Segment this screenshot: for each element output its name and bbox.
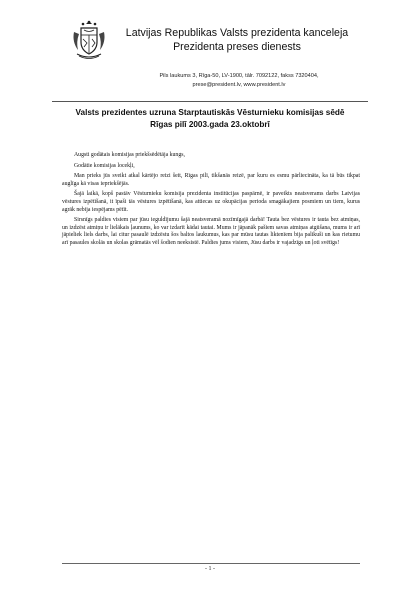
- letterhead: [112, 26, 362, 54]
- salutation-members: Godātie komisijas locekļi,: [74, 162, 135, 169]
- page-number: - 1 -: [205, 566, 215, 572]
- paragraph: Sirsnīgs paldies visiem par jūsu ieguldījumu šajā neatsveramā nozīmīgajā darbā! Tauta bez vēstures ir tauta bez atmiņas, un izdzēst atmiņu ir lielākais ļaunums, ko var izdarīt kādai tautai. Mums ir jāpanāk pašiem savas atmiņas atgūšana, mums ir arī jāpieliek liels darbs, lai citur pasaulē izdzēstu šos baltos laukumus, kas par mūsu tautas liktenīem bija palikuši un kas rietumu arī pasaules skolās un skolas grāmatās vēl šodien neeksistē. Paldies jums visiem, Jūsu darbs ir vajadzīgs un ļoti svētīgs!: [62, 217, 360, 246]
- title-line-2: Rīgas pilī 2003.gada 23.oktobrī: [150, 120, 270, 129]
- title-line-1: Valsts prezidentes uzruna Starptautiskās Vēsturnieku komisijas sēdē: [75, 108, 345, 117]
- document-title: [40, 107, 380, 131]
- paragraph: Man prieks jūs sveikt atkal kārtējo reizi šeit, Rīgas pilī, tikšanās reizē, par kuru es esmu pārliecināta, ka tā būs tikpat auglīga kā visas iepriekšējās.: [62, 173, 360, 187]
- speech-body: [62, 152, 360, 248]
- contact-info: [105, 72, 373, 90]
- contact-web: prese@president.lv, www.president.lv: [192, 82, 286, 88]
- header-divider: [52, 101, 368, 102]
- coat-of-arms-icon: [72, 20, 106, 60]
- chancery-name: Latvijas Republikas Valsts prezidenta kanceleja: [125, 27, 349, 39]
- press-service-name: Prezidenta preses dienests: [173, 41, 301, 53]
- footer-divider: [62, 563, 360, 564]
- salutation-chairman: Augsti godātais komisijas priekšsēdētāja kungs,: [74, 152, 185, 158]
- contact-address: Pils laukums 3, Rīga-50, LV-1900, tālr. 7092122, fakss 7320404,: [159, 73, 319, 79]
- paragraph: Šajā laikā, kopš pastāv Vēsturnieku komisija prezidenta institūcijas paspārnē, ir paveikts neatsverams darbs Latvijas vēstures izpētīšanā, it īpaši tās vēstures izpētīšanā, kas attiecas uz okupācijas perioda smagākajiem posmiem un tiem, kurus agrāk nebija iespējams pētīt.: [62, 191, 360, 213]
